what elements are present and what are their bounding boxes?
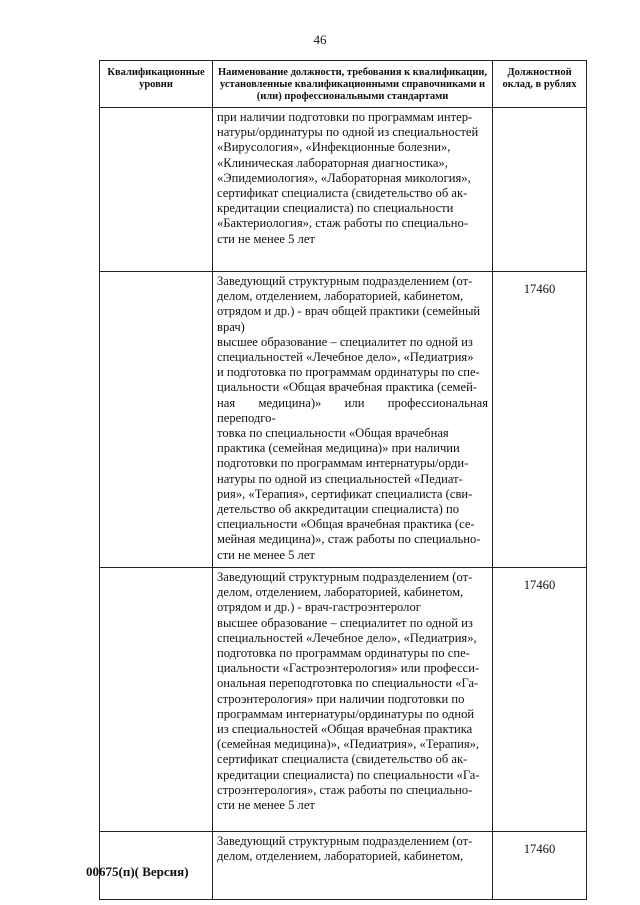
description-line: ональная переподготовка по специальности «Га- (217, 676, 479, 691)
description-line: Заведующий структурным подразделением (от- (217, 274, 473, 288)
description-line: делом, отделением, лабораторией, кабинетом, (217, 849, 464, 864)
description-line: сти не менее 5 лет (217, 231, 315, 246)
description-line: отрядом и др.) - врач-гастроэнтеролог (217, 600, 421, 615)
description-line: кредитации специалиста) по специальности «Га- (217, 767, 480, 782)
description-line: «Эпидемиология», «Лабораторная микология», (217, 170, 471, 185)
description-cell (213, 272, 493, 568)
table-header-row (100, 61, 587, 108)
description-line: врач) (217, 319, 245, 334)
description-line: сертификат специалиста (свидетельство об ак- (217, 752, 468, 767)
salary-cell: 17460 (493, 832, 587, 900)
description-line: отрядом и др.) - врач общей практики (семейный (217, 304, 481, 319)
description-line: «Бактериология», стаж работы по специально- (217, 216, 468, 231)
description-line: натуры по одной из специальностей «Педиат- (217, 471, 463, 486)
description-line: рия», «Терапия», сертификат специалиста (сви- (217, 486, 473, 501)
description-line: (семейная медицина)», «Педиатрия», «Терапия», (217, 737, 480, 752)
page-number: 46 (313, 32, 327, 47)
description-line: при наличии подготовки по программам интер- (217, 110, 473, 124)
description-line: Заведующий структурным подразделением (от- (217, 570, 473, 584)
description-line: «Клиническая лабораторная диагностика», (217, 155, 448, 170)
document-footer-code: 00675(п)( Версия) (86, 864, 189, 879)
description-cell (213, 568, 493, 832)
salary-cell: 17460 (493, 568, 587, 832)
description-line: специальностей «Лечебное дело», «Педиатрия» (217, 350, 474, 365)
level-cell (100, 568, 213, 832)
description-line: натуры/ординатуры по одной из специальностей (217, 125, 479, 140)
description-line: делом, отделением, лабораторией, кабинетом, (217, 289, 464, 304)
table-row (100, 108, 587, 272)
description-line: ная медицина)» или профессиональная переподго- (217, 395, 488, 425)
description-line: сти не менее 5 лет (217, 547, 315, 562)
description-line: подготовка по программам ординатуры по спе- (217, 646, 470, 661)
description-line: программам интернатуры/ординатуры по одной (217, 706, 475, 721)
qualification-table (99, 60, 587, 900)
description-line: кредитации специалиста) по специальности (217, 201, 454, 216)
level-cell (100, 108, 213, 272)
table-row (100, 272, 587, 568)
header-description: Наименование должности, требования к квалификации, установленные квалификационными справочниками и (или) профессиональными стандартами (213, 61, 493, 108)
description-line: «Вирусология», «Инфекционные болезни», (217, 140, 451, 155)
description-line: из специальностей «Общая врачебная практика (217, 722, 473, 737)
description-line: и подготовка по программам ординатуры по спе- (217, 365, 480, 380)
description-line: высшее образование – специалитет по одной из (217, 615, 473, 630)
description-line: сертификат специалиста (свидетельство об ак- (217, 186, 468, 201)
header-level: Квалификационные уровни (100, 61, 213, 108)
description-cell (213, 832, 493, 900)
description-line: циальности «Гастроэнтерология» или професси- (217, 661, 480, 676)
description-line: высшее образование – специалитет по одной из (217, 334, 473, 349)
description-line: детельство об аккредитации специалиста) по (217, 502, 460, 517)
description-line: товка по специальности «Общая врачебная (217, 426, 449, 441)
description-line: специальностей «Лечебное дело», «Педиатрия», (217, 630, 477, 645)
description-line: циальности «Общая врачебная практика (семей- (217, 380, 478, 395)
description-cell (213, 108, 493, 272)
salary-cell (493, 108, 587, 272)
description-line: специальности «Общая врачебная практика (се- (217, 517, 475, 532)
level-cell (100, 272, 213, 568)
description-line: делом, отделением, лабораторией, кабинетом, (217, 585, 464, 600)
description-line: сти не менее 5 лет (217, 798, 315, 813)
table-row (100, 568, 587, 832)
description-line: подготовки по программам интернатуры/орди- (217, 456, 469, 471)
description-line: мейная медицина)», стаж работы по специально- (217, 532, 481, 547)
description-line: строэнтерология», стаж работы по специально- (217, 782, 473, 797)
description-line: Заведующий структурным подразделением (от- (217, 834, 473, 848)
salary-cell: 17460 (493, 272, 587, 568)
header-salary: Должностной оклад, в рублях (493, 61, 587, 108)
description-line: практика (семейная медицина)» при наличии (217, 441, 460, 456)
description-line: строэнтерология» при наличии подготовки по (217, 691, 465, 706)
